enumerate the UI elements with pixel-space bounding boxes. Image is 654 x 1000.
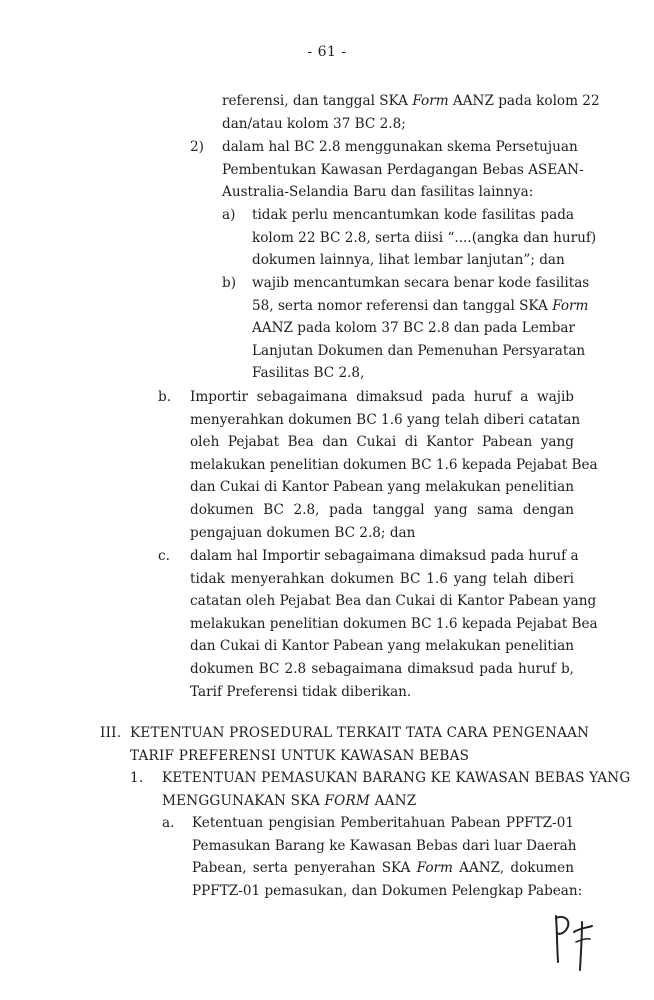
- text-line: dokumen BC 2.8, pada tanggal yang sama dengan: [190, 501, 574, 518]
- list-marker: c.: [158, 548, 170, 564]
- list-marker: b.: [158, 389, 172, 405]
- text-line: catatan oleh Pejabat Bea dan Cukai di Kantor Pabean yang: [190, 593, 597, 610]
- text-line: Pembentukan Kawasan Perdagangan Bebas ASEAN-: [222, 161, 584, 178]
- text-line: Ketentuan pengisian Pemberitahuan Pabean PPFTZ-01: [192, 815, 574, 831]
- list-item-text: [190, 545, 598, 703]
- text-line: MENGGUNAKAN SKA FORM AANZ: [162, 792, 417, 809]
- text-line: PPFTZ-01 pemasukan, dan Dokumen Pelengkap Pabean:: [192, 882, 583, 899]
- page-number: - 61 -: [307, 44, 347, 60]
- list-item-text: [252, 204, 597, 272]
- list-marker: 2): [190, 139, 204, 155]
- section-marker: III.: [100, 725, 122, 741]
- text-line: TARIF PREFERENSI UNTUK KAWASAN BEBAS: [130, 747, 470, 764]
- text-line: Pabean, serta penyerahan SKA Form AANZ, dokumen: [192, 860, 574, 877]
- continuation-text: [222, 90, 600, 135]
- section-marker: 1.: [130, 770, 144, 786]
- text-line: wajib mencantumkan secara benar kode fasilitas: [252, 275, 590, 291]
- text-line: kolom 22 BC 2.8, serta diisi “....(angka dan huruf): [252, 229, 597, 246]
- text-line: dokumen lainnya, lihat lembar lanjutan”; dan: [252, 252, 565, 269]
- text-line: dan Cukai di Kantor Pabean yang melakukan penelitian: [190, 479, 574, 496]
- text-line: menyerahkan dokumen BC 1.6 yang telah diberi catatan: [190, 411, 581, 428]
- signature-initials: [548, 908, 598, 974]
- text-line: melakukan penelitian dokumen BC 1.6 kepada Pejabat Bea: [190, 456, 598, 473]
- text-line: Fasilitas BC 2.8,: [252, 365, 365, 382]
- text-line: dan Cukai di Kantor Pabean yang melakukan penelitian: [190, 638, 574, 655]
- text-line: Lanjutan Dokumen dan Pemenuhan Persyaratan: [252, 342, 586, 359]
- list-item-text: [190, 386, 598, 544]
- section-heading-text: [130, 722, 590, 767]
- text-line: tidak perlu mencantumkan kode fasilitas pada: [252, 207, 574, 223]
- text-line: Pemasukan Barang ke Kawasan Bebas dari luar Daerah: [192, 837, 577, 854]
- text-line: Tarif Preferensi tidak diberikan.: [190, 683, 412, 700]
- list-item-text: [222, 136, 584, 204]
- text-line: melakukan penelitian dokumen BC 1.6 kepada Pejabat Bea: [190, 615, 598, 632]
- text-line: dokumen BC 2.8 sebagaimana dimaksud pada huruf b,: [190, 660, 574, 677]
- text-line: KETENTUAN PROSEDURAL TERKAIT TATA CARA PENGENAAN: [130, 725, 590, 741]
- text-line: oleh Pejabat Bea dan Cukai di Kantor Pabean yang: [190, 434, 574, 451]
- text-line: AANZ pada kolom 37 BC 2.8 dan pada Lembar: [252, 320, 575, 337]
- text-line: tidak menyerahkan dokumen BC 1.6 yang telah diberi: [190, 570, 574, 587]
- text-line: 58, serta nomor referensi dan tanggal SKA Form: [252, 297, 589, 314]
- list-marker: a.: [162, 815, 175, 831]
- list-marker: b): [222, 275, 237, 291]
- text-line: pengajuan dokumen BC 2.8; dan: [190, 524, 416, 541]
- text-line: KETENTUAN PEMASUKAN BARANG KE KAWASAN BEBAS YANG: [162, 770, 631, 786]
- list-item-text: [192, 812, 583, 902]
- section-heading-text: [162, 767, 631, 812]
- text-line: Importir sebagaimana dimaksud pada huruf a wajib: [190, 389, 574, 405]
- list-item-text: [252, 272, 590, 385]
- list-marker: a): [222, 207, 236, 223]
- text-line: dalam hal BC 2.8 menggunakan skema Persetujuan: [222, 139, 578, 155]
- text-line: dan/atau kolom 37 BC 2.8;: [222, 115, 406, 132]
- text-line: Australia-Selandia Baru dan fasilitas lainnya:: [222, 184, 534, 201]
- text-line: dalam hal Importir sebagaimana dimaksud pada huruf a: [190, 548, 579, 564]
- text-line: referensi, dan tanggal SKA Form AANZ pada kolom 22: [222, 93, 600, 109]
